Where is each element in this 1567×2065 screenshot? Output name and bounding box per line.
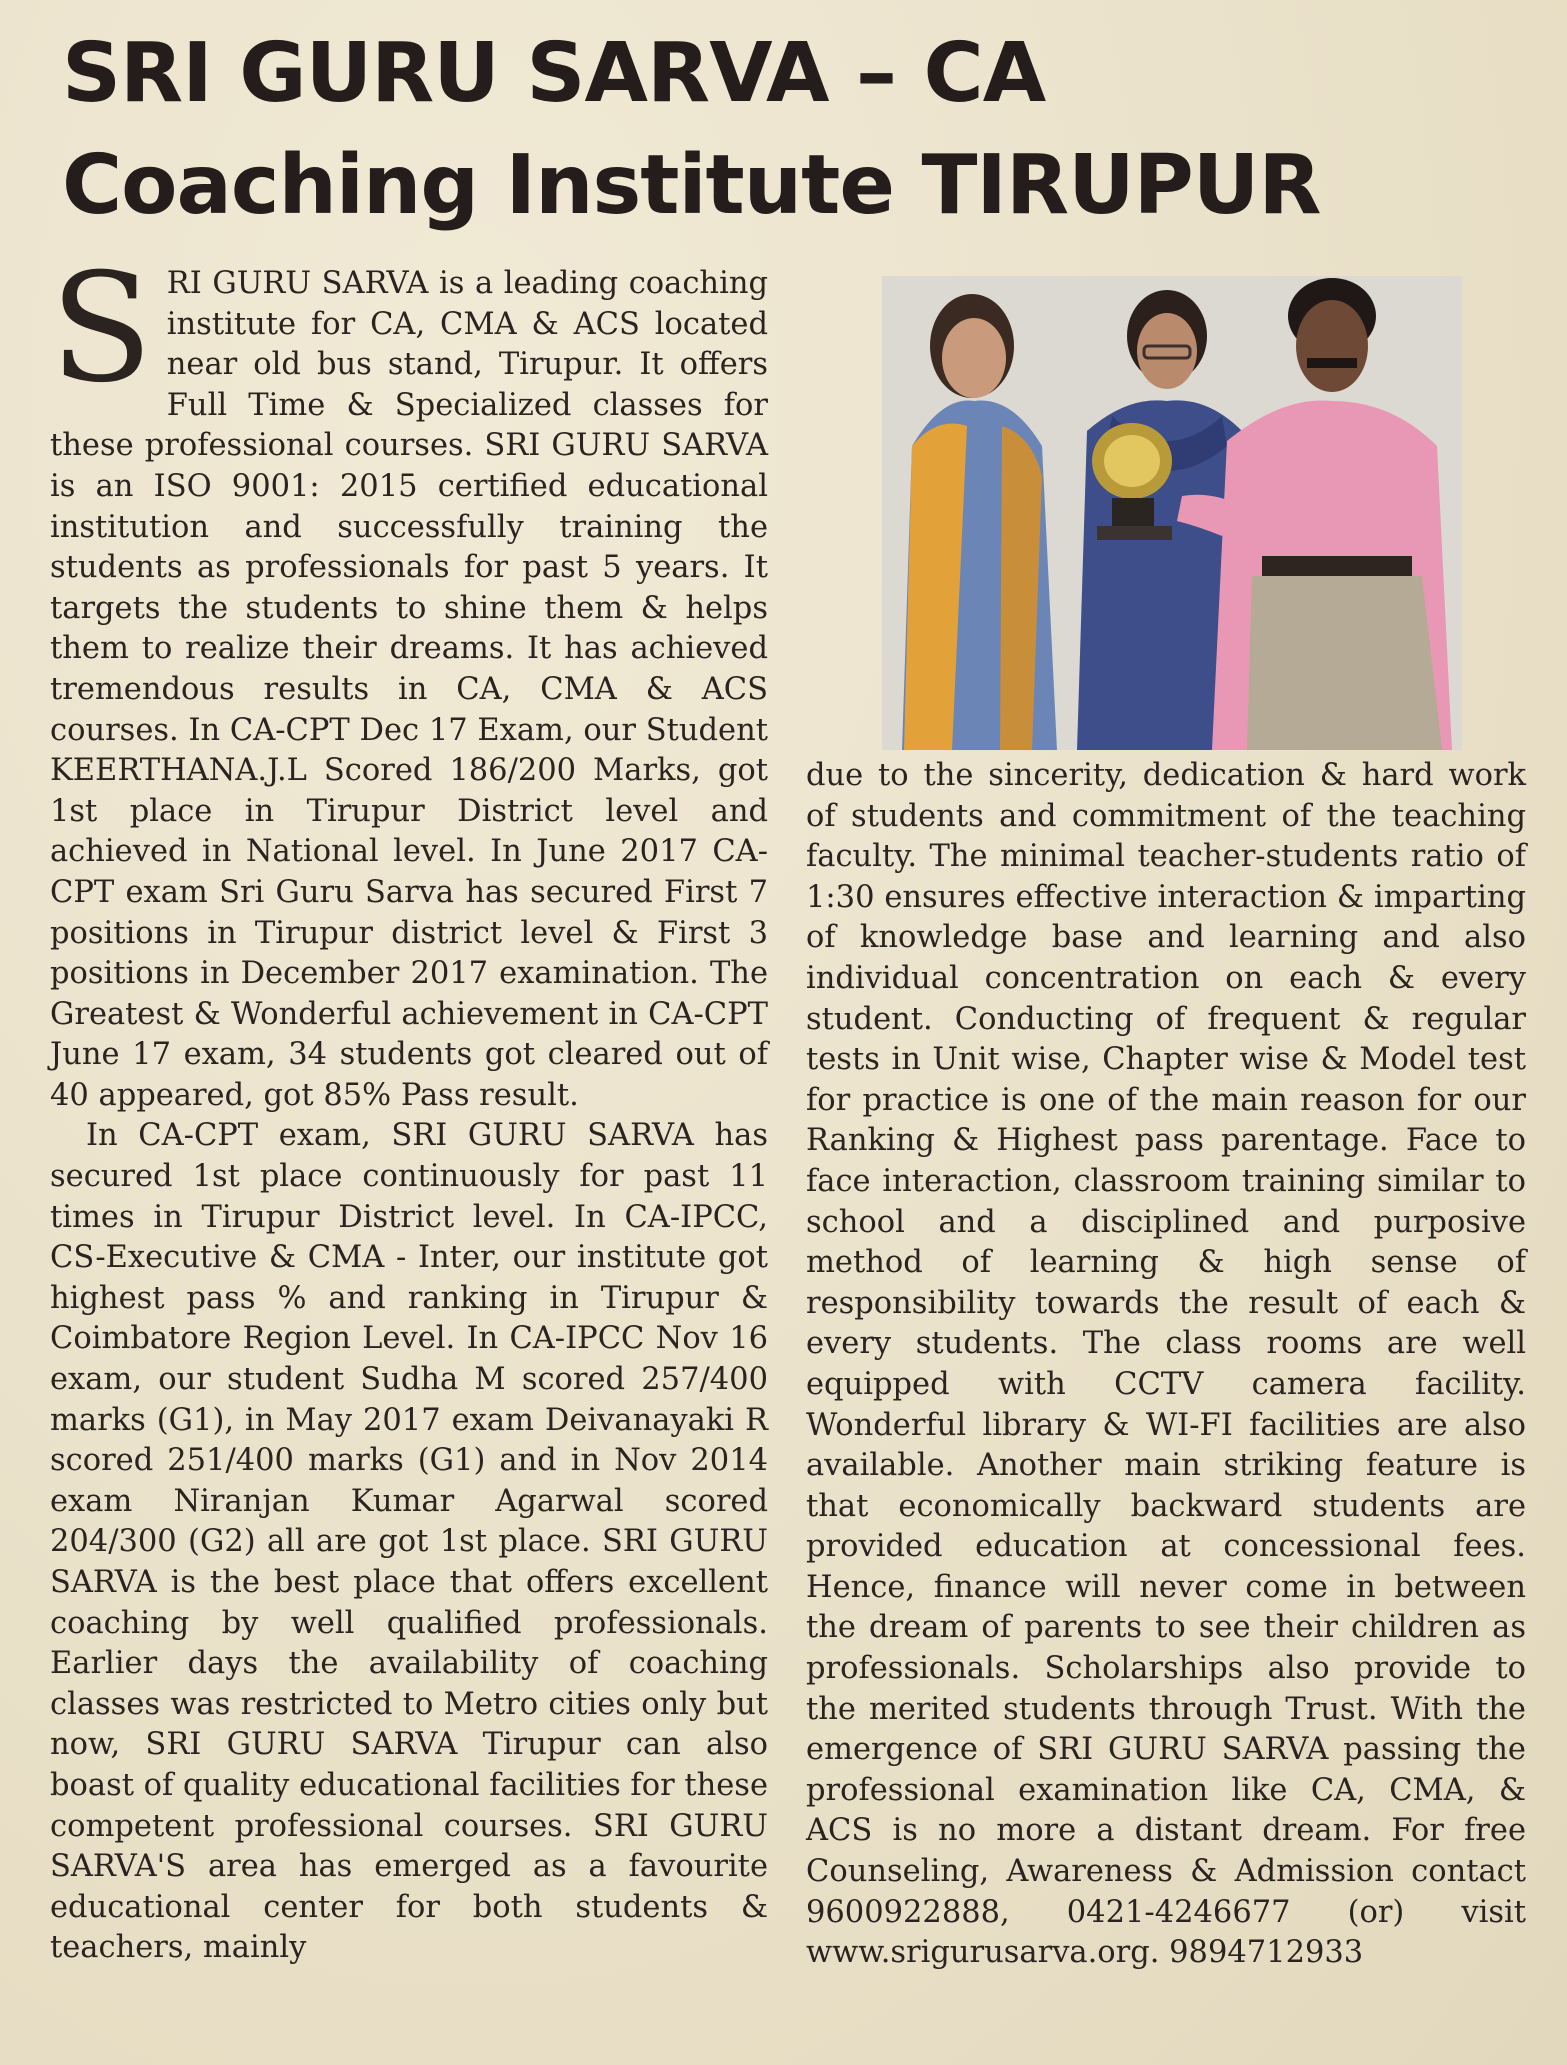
award-photo: [882, 276, 1462, 750]
headline-line-1: SRI GURU SARVA – CA: [62, 26, 1046, 121]
paragraph-2: In CA-CPT exam, SRI GURU SARVA has secured 1st place continuously for past 11 times in Tirupur District level. In CA-IPCC, CS-Executive & CMA - Inter, our institute got highest pass % and ranking in Tirupur & Coimbatore Region Level. In CA-IPCC Nov 16 exam, our student Sudha M scored 257/400 marks (G1), in May 2017 exam Deivanayaki R scored 251/400 marks (G1) and in Nov 2014 exam Niranjan Kumar Agarwal scored 204/300 (G2) all are got 1st place. SRI GURU SARVA is the best place that offers excellent coaching by well qualified professionals. Earlier days the availability of coaching classes was restricted to Metro cities only but now, SRI GURU SARVA Tirupur can also boast of quality educational facilities for these competent professional courses. SRI GURU SARVA'S area has emerged as a favourite educational center for both students & teachers, mainly: [50, 1118, 769, 1966]
article-column-right: [806, 756, 1526, 1974]
award-photo-illustration: [882, 276, 1462, 750]
article-headline: [62, 18, 1512, 242]
drop-cap: S: [50, 242, 153, 416]
paragraph-3: due to the sincerity, dedication & hard work of students and commitment of the teaching faculty. The minimal teacher-students ratio of 1:30 ensures effective interaction & imparting of knowledge base and learning and also individual concentration on each & every student. Conducting of frequent & regular tests in Unit wise, Chapter wise & Model test for practice is one of the main reason for our Ranking & Highest pass parentage. Face to face interaction, classroom training similar to school and a disciplined and purposive method of learning & high sense of responsibility towards the result of each & every students. The class rooms are well equipped with CCTV camera facility. Wonderful library & WI-FI facilities are also available. Another main striking feature is that economically backward students are provided education at concessional fees. Hence, finance will never come in between the dream of parents to see their children as professionals. Scholarships also provide to the merited students through Trust. With the emergence of SRI GURU SARVA passing the professional examination like CA, CMA, & ACS is no more a distant dream. For free Counseling, Awareness & Admission contact 9600922888, 0421-4246677 (or) visit www.srigurusarva.org. 9894712933: [806, 758, 1526, 1971]
paragraph-1: [50, 242, 768, 1116]
paragraph-1-text: RI GURU SARVA is a leading coaching institute for CA, CMA & ACS located near old bus stand, Tirupur. It offers Full Time & Specialized classes for these professional courses. SRI GURU SARVA is an ISO 9001: 2015 certified educational institution and successfully training the students as professionals for past 5 years. It targets the students to shine them & helps them to realize their dreams. It has achieved tremendous results in CA, CMA & ACS courses. In CA-CPT Dec 17 Exam, our Student KEERTHANA.J.L Scored 186/200 Marks, got 1st place in Tirupur District level and achieved in National level. In June 2017 CA-CPT exam Sri Guru Sarva has secured First 7 positions in Tirupur district level & First 3 positions in December 2017 examination. The Greatest & Wonderful achievement in CA-CPT June 17 exam, 34 students got cleared out of 40 appeared, got 85% Pass result.: [50, 266, 768, 1113]
headline-line-2: Coaching Institute TIRUPUR: [62, 138, 1321, 233]
article-column-left: [50, 242, 769, 1969]
